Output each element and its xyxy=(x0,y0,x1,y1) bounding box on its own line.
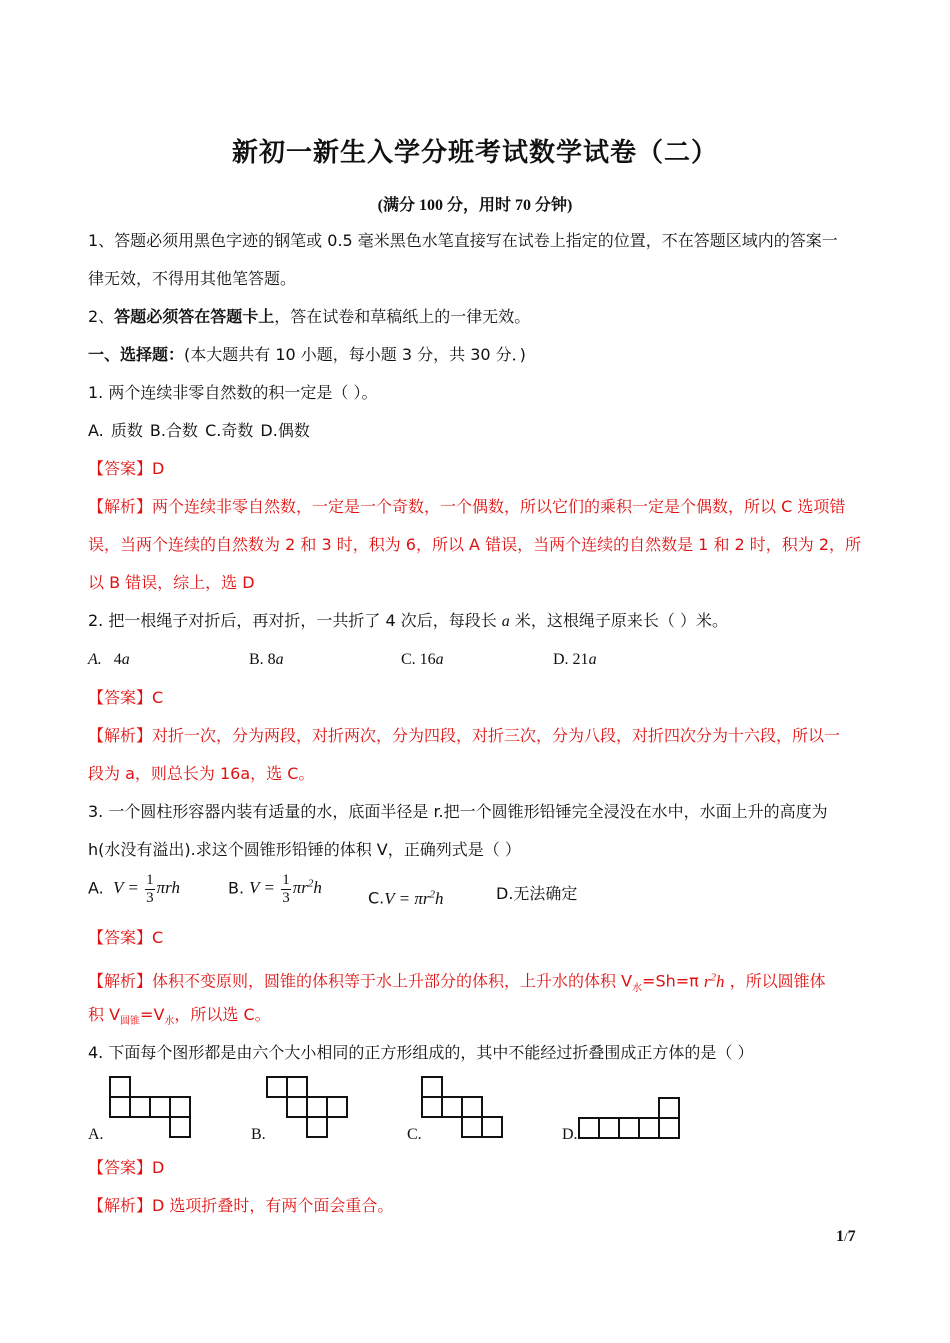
q1-analysis-line-2: 误，当两个连续的自然数为 2 和 3 时，积为 6，所以 A 错误，当两个连续的自然数是 1 和 2 时，积为 2，所 xyxy=(88,535,862,554)
q3-analysis-line-2: 积 $V_{圆锥}=V_水$，所以选 C。 xyxy=(88,1005,271,1028)
cube-net-d xyxy=(577,1096,683,1140)
q4-stem: 4. 下面每个图形都是由六个大小相同的正方形组成的，其中不能经过折叠围成正方体的是（ ） xyxy=(88,1043,754,1062)
instruction-1-line-1: 1、答题必须用黑色字迹的钢笔或 0.5 毫米黑色水笔直接写在试卷上指定的位置，不在答题区域内的答案一 xyxy=(88,231,838,250)
fraction-one-third: $\frac{1}{3}$ xyxy=(282,872,290,906)
q2-analysis-line-1: 【解析】对折一次，分为两段，对折两次，分为四段，对折三次，分为八段，对折四次分为十六段，所以一 xyxy=(88,726,841,745)
q4-analysis: 【解析】D 选项折叠时，有两个面会重合。 xyxy=(88,1196,394,1215)
q2-option-a: A. 4a xyxy=(88,651,130,668)
q3-answer: 【答案】C xyxy=(88,928,164,947)
q2-option-b: B. 8a xyxy=(249,651,284,668)
page-title: 新初一新生入学分班考试数学试卷（二） xyxy=(231,138,718,168)
q4-option-c-label: C. xyxy=(407,1126,422,1143)
instruction-2: 2、答题必须答在答题卡上，答在试卷和草稿纸上的一律无效。 xyxy=(88,307,531,326)
q4-option-b-label: B. xyxy=(251,1126,266,1143)
q2-option-c: C. 16a xyxy=(401,651,444,668)
q3-analysis-line-1: 【解析】体积不变原则，圆锥的体积等于水上升部分的体积，上升水的体积 $V_水=Sh=\pi$ $r^2h$ ，所以圆锥体 xyxy=(88,971,826,994)
cube-net-a xyxy=(108,1075,194,1139)
q2-analysis-line-2: 段为 a，则总长为 16a，选 C。 xyxy=(88,764,315,783)
q1-stem: 1. 两个连续非零自然数的积一定是（ ）。 xyxy=(88,383,378,402)
q3-option-c: $C.V = \pi r^2h$ xyxy=(368,888,444,908)
q4-option-d-label: D. xyxy=(562,1126,578,1143)
q3-option-a: A. V = $\frac{1}{3}$ πrh xyxy=(88,872,180,906)
q1-analysis-line-1: 【解析】两个连续非零自然数，一定是一个奇数，一个偶数，所以它们的乘积一定是个偶数，所以 C 选项错 xyxy=(88,497,846,516)
cube-net-b xyxy=(265,1075,351,1139)
q1-answer: 【答案】D xyxy=(88,459,165,478)
exam-subtitle: (满分 100 分，用时 70 分钟) xyxy=(377,197,573,214)
cube-net-c xyxy=(420,1075,506,1139)
q4-answer: 【答案】D xyxy=(88,1158,165,1177)
q3-option-d: D.无法确定 xyxy=(496,884,578,903)
q3-stem-line-1: 3. 一个圆柱形容器内装有适量的水，底面半径是 r.把一个圆锥形铅锤完全浸没在水中，水面上升的高度为 xyxy=(88,802,828,821)
section-heading: 一、选择题：(本大题共有 10 小题，每小题 3 分，共 30 分．) xyxy=(88,345,526,364)
q2-answer: 【答案】C xyxy=(88,688,164,707)
q3-option-b: B. V = $\frac{1}{3}$ $\pi r^2h$ xyxy=(228,872,322,906)
q1-analysis-line-3: 以 B 错误，综上，选 D xyxy=(88,573,255,592)
q2-stem: 2. 把一根绳子对折后，再对折，一共折了 4 次后，每段长 a 米，这根绳子原来长（ ）米。 xyxy=(88,611,728,630)
fraction-one-third: $\frac{1}{3}$ xyxy=(146,872,154,906)
q2-option-d: D. 21a xyxy=(553,651,597,668)
q3-stem-line-2: h(水没有溢出).求这个圆锥形铅锤的体积 V，正确列式是（ ） xyxy=(88,840,521,859)
q4-option-a-label: A. xyxy=(88,1126,104,1143)
instruction-1-line-2: 律无效，不得用其他笔答题。 xyxy=(88,269,297,288)
page-number: 1/7 xyxy=(836,1228,856,1245)
q1-options: A. 质数 B.合数 C.奇数 D.偶数 xyxy=(88,421,310,440)
